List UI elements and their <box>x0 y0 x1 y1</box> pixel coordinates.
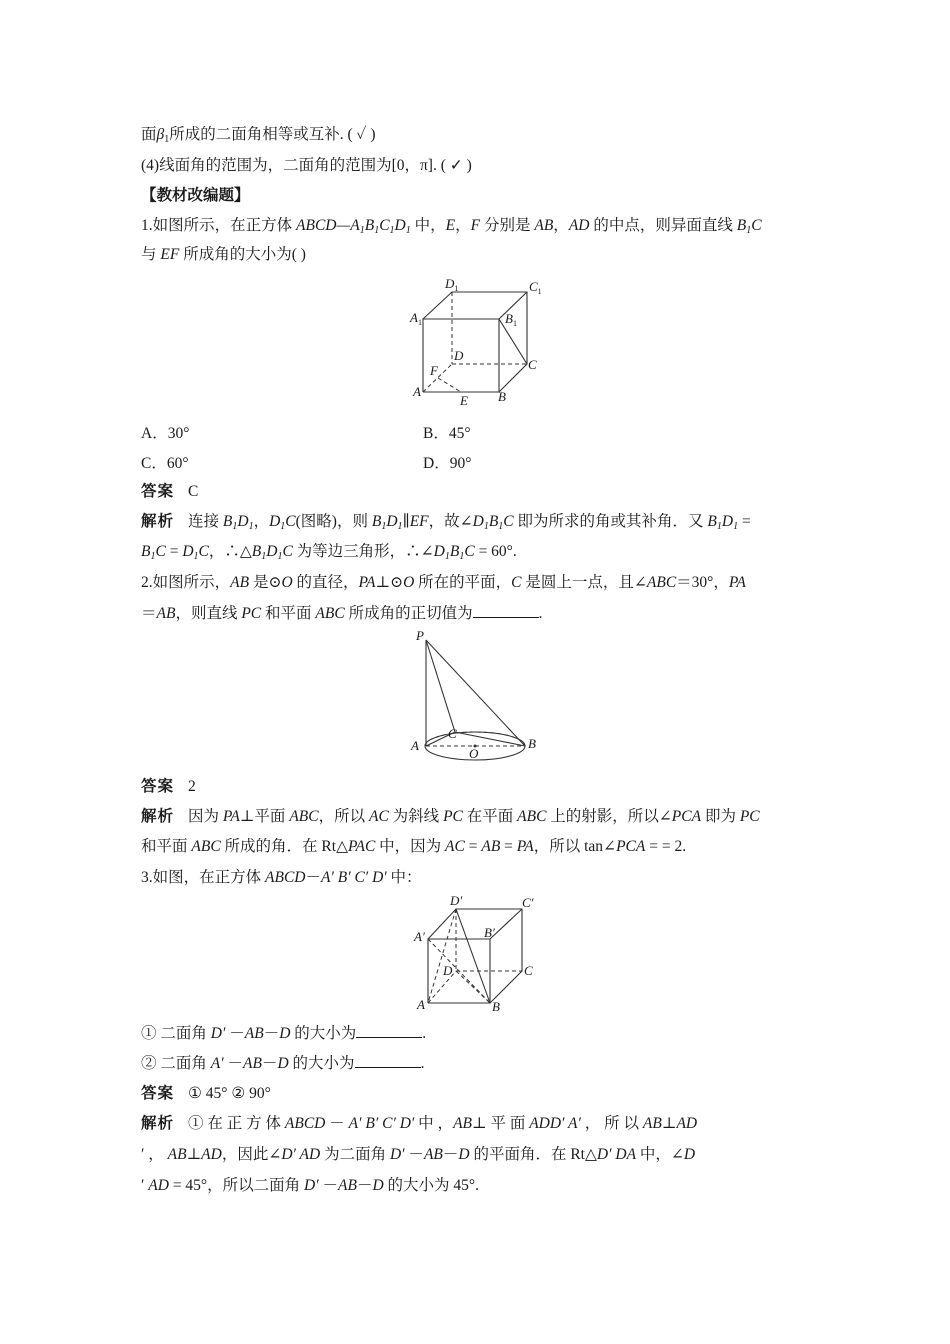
svg-text:D: D <box>454 348 464 363</box>
q1-analysis-line1: 解析 连接 $B_1D_1$，$D_1C$(图略)，则 $B_1D_1\parallel EF$，故$\angle D_1B_1C$ 即为所求的角或其补角．又 $B_1D_1$ = <box>141 513 751 532</box>
check-mark: ✓ <box>449 157 463 174</box>
q2-answer: 答案 2 <box>141 778 196 795</box>
q2-stem-line1: 2.如图所示，AB 是⊙O 的直径，PA⊥⊙O 所在的平面，C 是圆上一点，且∠ABC＝30°，PA <box>141 574 746 591</box>
q2-cone-figure <box>408 628 548 763</box>
svg-text:D: D <box>443 963 453 978</box>
svg-text:F: F <box>430 363 438 378</box>
statement-3-tail: 面$\beta_1$所成的二面角相等或互补. ( ✓ ) <box>141 126 376 145</box>
q3-sub2: ② 二面角 A′ －AB－D 的大小为 . <box>141 1055 425 1072</box>
svg-text:B: B <box>492 999 500 1014</box>
svg-text:E: E <box>460 393 468 408</box>
q2-analysis-line1: 解析 因为 PA⊥平面 ABC，所以 AC 为斜线 PC 在平面 ABC 上的射影，所以∠PCA 即为 PC <box>141 808 760 825</box>
section-heading: 【教材改编题】 <box>141 187 250 204</box>
svg-text:B: B <box>498 389 506 404</box>
svg-text:C′: C′ <box>522 895 534 910</box>
svg-text:A′: A′ <box>414 929 425 944</box>
check-mark: ✓ <box>356 126 367 143</box>
answer-blank <box>355 1053 421 1068</box>
svg-text:A: A <box>413 384 421 399</box>
q3-sub1: ① 二面角 D′ －AB－D 的大小为 . <box>141 1025 427 1042</box>
svg-text:A1: $A_1$ <box>410 310 422 327</box>
svg-text:A: A <box>411 738 419 753</box>
q1-option-d: D．90° <box>423 455 472 472</box>
svg-text:D1: $D_1$ <box>445 276 459 293</box>
q2-analysis-line2: 和平面 ABC 所成的角．在 Rt△PAC 中，因为 AC = AB = PA，所以 tan∠PCA = = 2. <box>141 838 687 855</box>
statement-4: (4)线面角的范围为，二面角的范围为[0，π]. ( ✓ ) <box>141 157 472 174</box>
q1-option-c: C．60° <box>141 455 189 472</box>
q1-cube-figure <box>405 275 555 410</box>
q1-option-b: B．45° <box>423 425 471 442</box>
q3-cube-figure <box>412 893 552 1018</box>
q1-stem-line2: 与 EF 所成角的大小为( ) <box>141 246 306 263</box>
q3-analysis-line3: ′ AD = 45°，所以二面角 D′ －AB－D 的大小为 45°. <box>141 1177 479 1194</box>
answer-blank <box>473 603 539 618</box>
q1-option-a: A．30° <box>141 425 190 442</box>
svg-text:C: C <box>448 726 457 741</box>
q3-stem: 3.如图，在正方体 ABCD－A′ B′ C′ D′ 中： <box>141 869 422 886</box>
svg-text:P: P <box>416 628 424 643</box>
svg-text:D′: D′ <box>450 893 463 908</box>
q1-analysis-line2: $B_1C = D_1C$，$\therefore\triangle B_1D_1C$ 为等边三角形，$\therefore\angle D_1B_1C = 60^\circ$. <box>141 543 517 562</box>
svg-text:B1: $B_1$ <box>505 311 517 328</box>
svg-text:A: A <box>417 997 425 1012</box>
q2-stem-line2: ＝AB，则直线 PC 和平面 ABC 所成角的正切值为 . <box>141 605 543 622</box>
svg-text:C: C <box>524 963 533 978</box>
svg-text:B′: B′ <box>484 925 495 940</box>
svg-text:O: O <box>469 746 479 761</box>
q1-answer: 答案 C <box>141 483 199 500</box>
svg-text:C1: $C_1$ <box>529 279 542 296</box>
q3-analysis-line2: ′ ， AB⊥AD，因此∠D′ AD 为二面角 D′ －AB－D 的平面角．在 Rt△D′ DA 中，∠D <box>141 1146 696 1163</box>
q1-stem-line1: 1.如图所示，在正方体 $ABCD—A_1B_1C_1D_1$ 中，E，F 分别是 AB，AD 的中点，则异面直线 $B_1C$ <box>141 217 762 236</box>
svg-text:B: B <box>528 736 536 751</box>
q3-answer: 答案 ① 45° ② 90° <box>141 1085 271 1102</box>
answer-blank <box>356 1023 422 1038</box>
q3-analysis-line1: 解析 ① 在 正 方 体 ABCD － A′ B′ C′ D′ 中 ，AB⊥ 平 面 ADD′ A′ ， 所 以 AB⊥AD <box>141 1115 698 1132</box>
svg-text:C: C <box>528 357 537 372</box>
